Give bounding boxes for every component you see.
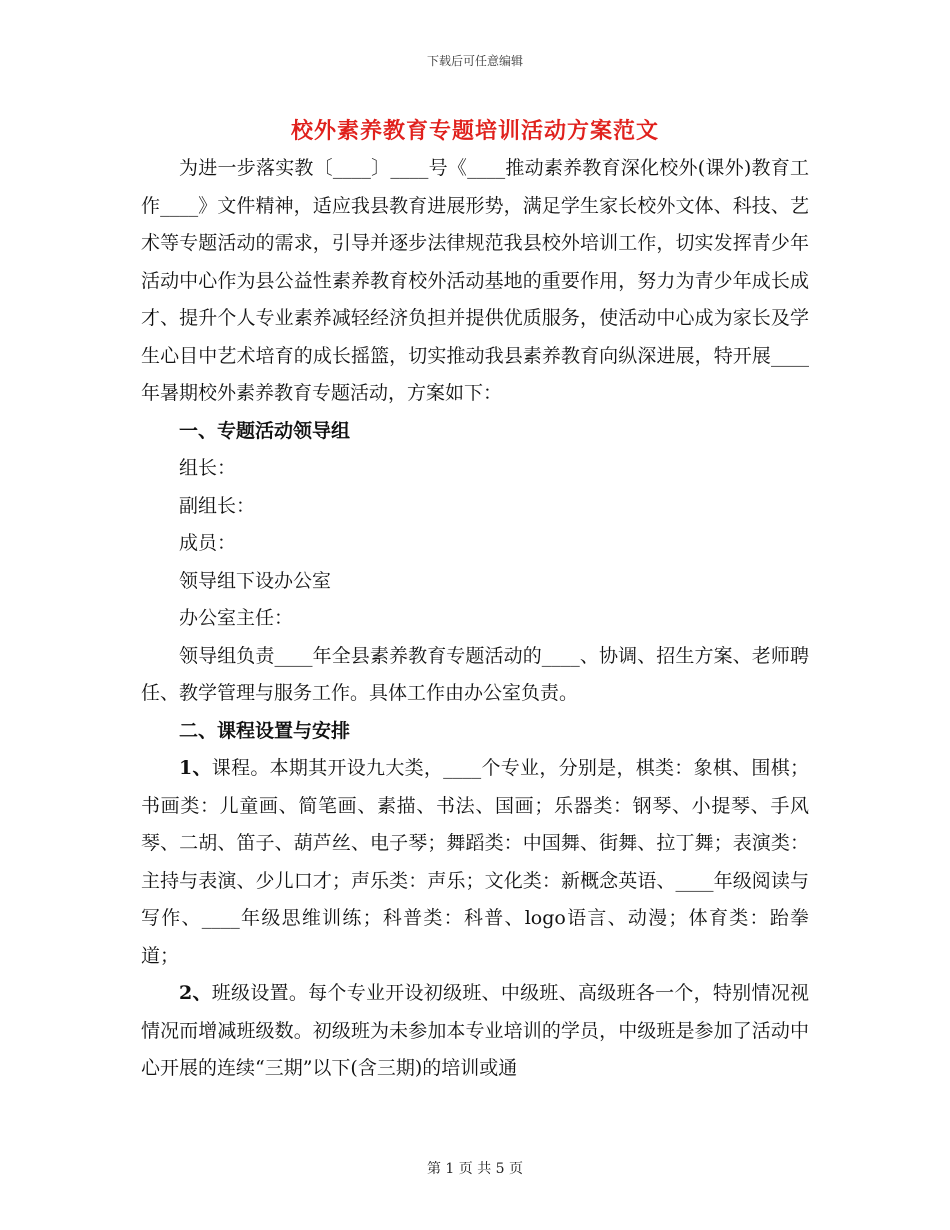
document-title: 校外素养教育专题培训活动方案范文 (290, 118, 659, 144)
class-number: 2、 (179, 982, 212, 1004)
intro-paragraph: 为进一步落实教〔____〕____号《____推动素养教育深化校外(课外)教育工作____》文件精神，适应我县教育进展形势，满足学生家长校外文体、科技、艺术等专题活动的需求，引导并逐步法律规范我县校外培训工作，切实发挥青少年活动中心作为县公益性素养教育校外活动基地的重要作用，努力为青少年成长成才、提升个人专业素养减轻经济负担并提供优质服务，使活动中心成为家长及学生心目中艺术培育的成长摇篮，切实推动我县素养教育向纵深进展，特开展____年暑期校外素养教育专题活动，方案如下： (141, 157, 809, 404)
course-paragraph (141, 750, 809, 975)
document-body (141, 150, 809, 1088)
page-number: 第 1 页 共 5 页 (426, 1161, 524, 1177)
office-director-item: 办公室主任： (179, 607, 294, 629)
course-text: 课程。本期其开设九大类，____个专业，分别是，棋类：象棋、围棋；书画类：儿童画、简笔画、素描、书法、国画；乐器类：钢琴、小提琴、手风琴、二胡、笛子、葫芦丝、电子琴；舞蹈类：中国舞、街舞、拉丁舞；表演类：主持与表演、少儿口才；声乐类：声乐；文化类：新概念英语、____年级阅读与写作、____年级思维训练；科普类：科普、logo语言、动漫；体育类：跆拳道； (141, 757, 809, 967)
leadership-duty-paragraph: 领导组负责____年全县素养教育专题活动的____、协调、招生方案、老师聘任、教学管理与服务工作。具体工作由办公室负责。 (141, 644, 809, 704)
leader-item: 组长： (179, 457, 237, 479)
class-text: 班级设置。每个专业开设初级班、中级班、高级班各一个，特别情况视情况而增减班级数。初级班为未参加本专业培训的学员，中级班是参加了活动中心开展的连续“三期”以下(含三期)的培训或通 (141, 982, 809, 1079)
section-heading-courses: 二、课程设置与安排 (179, 719, 351, 742)
members-item: 成员： (179, 532, 237, 554)
class-paragraph (141, 975, 809, 1088)
office-item: 领导组下设办公室 (179, 569, 332, 592)
deputy-leader-item: 副组长： (179, 494, 256, 517)
section-heading-leadership: 一、专题活动领导组 (179, 419, 351, 442)
course-number: 1、 (179, 757, 212, 779)
page-header-note: 下载后可任意编辑 (426, 54, 523, 68)
